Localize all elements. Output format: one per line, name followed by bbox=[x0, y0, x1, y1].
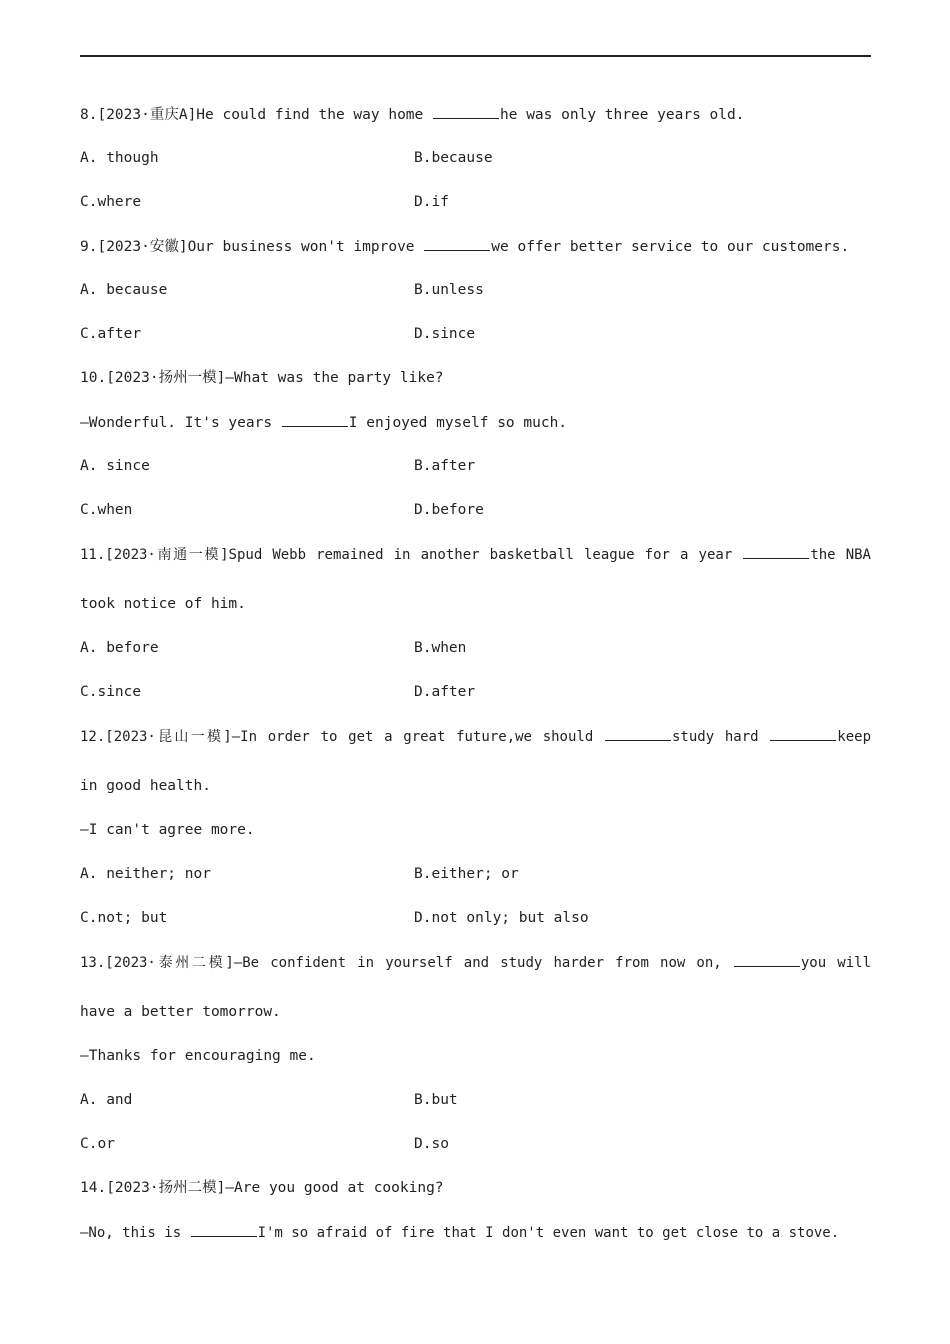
question-9-option-b[interactable]: B.unless bbox=[414, 282, 484, 298]
question-9-option-c[interactable]: C.after bbox=[80, 326, 142, 342]
question-11-stem: 11.[2023·南通一模]Spud Webb remained in another basketball league for a year the NBA bbox=[80, 544, 871, 564]
question-12-stem-continued: in good health. bbox=[80, 778, 211, 794]
question-13-option-a[interactable]: A. and bbox=[80, 1092, 133, 1108]
question-13-stem-continued: have a better tomorrow. bbox=[80, 1004, 281, 1020]
question-13-option-d[interactable]: D.so bbox=[414, 1136, 449, 1152]
question-10-dialogue: —Wonderful. It's years I enjoyed myself so much. bbox=[80, 412, 567, 432]
question-12-option-c[interactable]: C.not; but bbox=[80, 910, 168, 926]
question-10-stem: 10.[2023·扬州一模]—What was the party like? bbox=[80, 370, 444, 386]
question-13-option-b[interactable]: B.but bbox=[414, 1092, 458, 1108]
question-10-option-c[interactable]: C.when bbox=[80, 502, 133, 518]
question-12-option-a[interactable]: A. neither; nor bbox=[80, 866, 211, 882]
question-14-stem: 14.[2023·扬州二模]—Are you good at cooking? bbox=[80, 1180, 444, 1196]
answer-blank[interactable] bbox=[743, 544, 809, 559]
question-8-stem: 8.[2023·重庆A]He could find the way home he was only three years old. bbox=[80, 104, 744, 124]
question-8-option-b[interactable]: B.because bbox=[414, 150, 493, 166]
answer-blank[interactable] bbox=[770, 726, 836, 741]
question-12-stem: 12.[2023·昆山一模]—In order to get a great future,we should study hard keep bbox=[80, 726, 871, 746]
question-10-option-b[interactable]: B.after bbox=[414, 458, 476, 474]
answer-blank[interactable] bbox=[191, 1222, 257, 1237]
header-rule bbox=[80, 55, 871, 57]
question-11-stem-continued: took notice of him. bbox=[80, 596, 246, 612]
question-11-option-a[interactable]: A. before bbox=[80, 640, 159, 656]
question-11-option-b[interactable]: B.when bbox=[414, 640, 467, 656]
question-11-option-d[interactable]: D.after bbox=[414, 684, 476, 700]
answer-blank[interactable] bbox=[424, 236, 490, 251]
question-9-option-d[interactable]: D.since bbox=[414, 326, 476, 342]
question-12-option-d[interactable]: D.not only; but also bbox=[414, 910, 589, 926]
question-8-option-a[interactable]: A. though bbox=[80, 150, 159, 166]
question-8-option-c[interactable]: C.where bbox=[80, 194, 142, 210]
answer-blank[interactable] bbox=[282, 412, 348, 427]
question-11-option-c[interactable]: C.since bbox=[80, 684, 142, 700]
question-9-stem: 9.[2023·安徽]Our business won't improve we offer better service to our customers. bbox=[80, 236, 849, 256]
question-13-option-c[interactable]: C.or bbox=[80, 1136, 115, 1152]
question-13-stem: 13.[2023·泰州二模]—Be confident in yourself and study harder from now on, you will bbox=[80, 952, 871, 972]
answer-blank[interactable] bbox=[433, 104, 499, 119]
question-12-option-b[interactable]: B.either; or bbox=[414, 866, 519, 882]
question-14-dialogue: —No, this is I'm so afraid of fire that I don't even want to get close to a stove. bbox=[80, 1222, 839, 1242]
answer-blank[interactable] bbox=[605, 726, 671, 741]
question-9-option-a[interactable]: A. because bbox=[80, 282, 168, 298]
question-8-option-d[interactable]: D.if bbox=[414, 194, 449, 210]
question-12-dialogue: —I can't agree more. bbox=[80, 822, 255, 838]
question-10-option-d[interactable]: D.before bbox=[414, 502, 484, 518]
question-13-dialogue: —Thanks for encouraging me. bbox=[80, 1048, 316, 1064]
question-10-option-a[interactable]: A. since bbox=[80, 458, 150, 474]
answer-blank[interactable] bbox=[734, 952, 800, 967]
